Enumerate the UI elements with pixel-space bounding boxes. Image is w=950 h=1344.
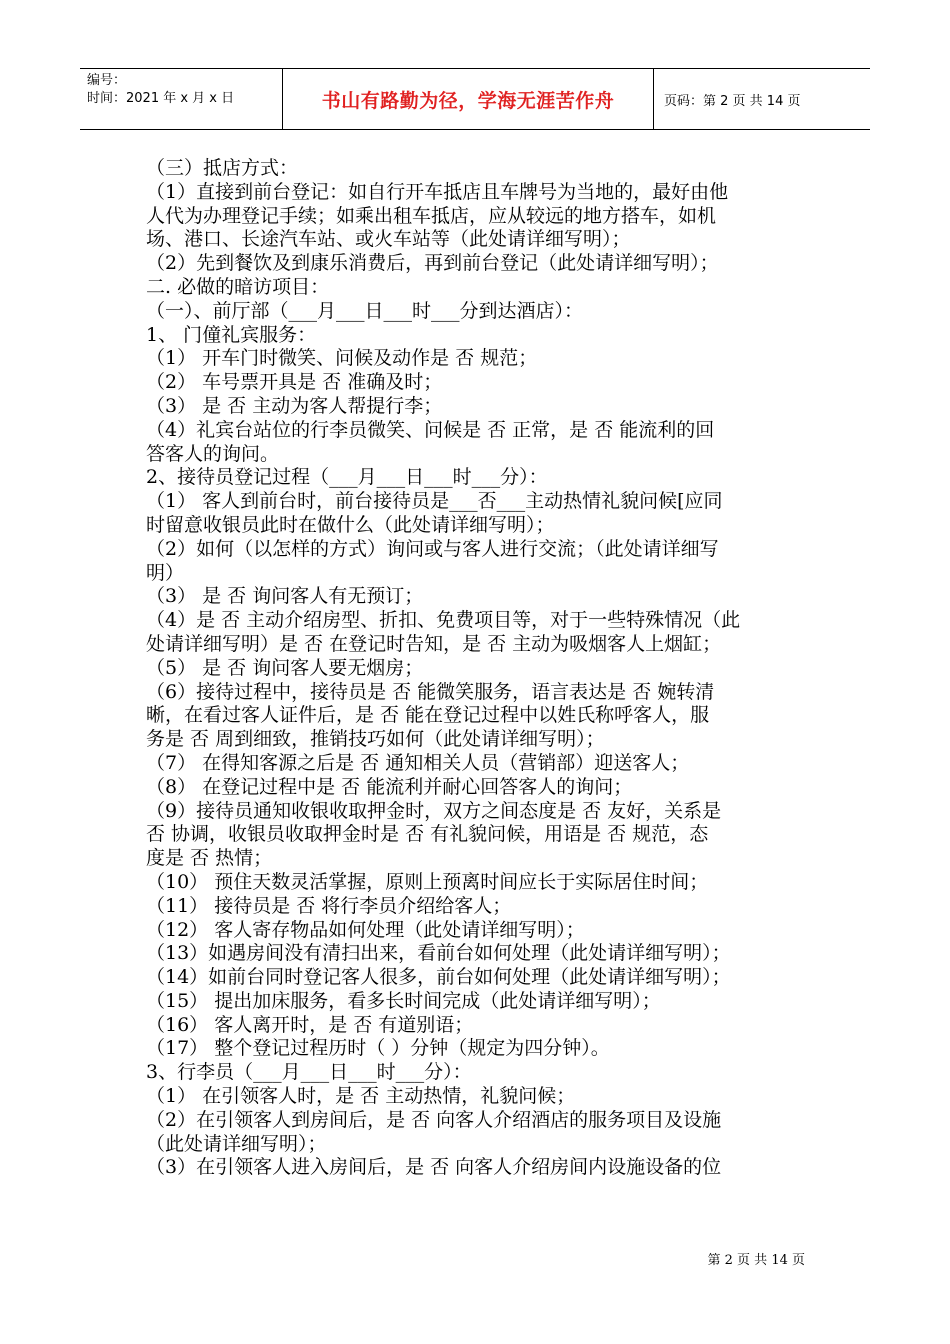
body-text-line: （5） 是 否 询问客人要无烟房； [146, 656, 424, 679]
header-left-cell [80, 69, 282, 129]
page-footer: 第 2 页 共 14 页 [707, 1253, 805, 1268]
body-text-line: （4）礼宾台站位的行李员微笑、问候是 否 正常，是 否 能流利的回 [146, 418, 715, 441]
body-text-line: （2）在引领客人到房间后，是 否 向客人介绍酒店的服务项目及设施 [146, 1108, 722, 1131]
body-text-line: 1、 门僮礼宾服务： [146, 323, 317, 346]
body-text-line: （11） 接待员是 否 将行李员介绍给客人； [146, 894, 512, 917]
body-text-line: （3）在引领客人进入房间后，是 否 向客人介绍房间内设施设备的位 [146, 1156, 722, 1179]
body-text-line: （1） 开车门时微笑、问候及动作是 否 规范； [146, 347, 538, 370]
page-header [80, 68, 870, 130]
body-text-line: 答客人的询问。 [146, 442, 280, 465]
document-number-label: 编号： [87, 73, 127, 88]
body-text-line: （17） 整个登记过程历时（ ）分钟（规定为四分钟）。 [146, 1037, 610, 1060]
body-text-line: 二. 必做的暗访项目： [146, 275, 330, 298]
body-text-line: 人代为办理登记手续；如乘出租车抵店，应从较远的地方搭车，如机 [146, 204, 717, 227]
body-text-line: （12） 客人寄存物品如何处理（此处请详细写明）； [146, 918, 585, 941]
body-text-line: 务是 否 周到细致，推销技巧如何（此处请详细写明）； [146, 728, 605, 751]
body-text-line: （3） 是 否 主动为客人帮提行李； [146, 394, 443, 417]
body-text-line: 2、接待员登记过程（___月___日___时___分）： [146, 466, 548, 489]
body-text-line: （此处请详细写明）； [146, 1132, 327, 1155]
document-body [146, 157, 822, 1180]
body-text-line: （1） 在引领客人时，是 否 主动热情，礼貌问候； [146, 1085, 576, 1108]
body-text-line: 处请详细写明）是 否 在登记时告知，是 否 主动为吸烟客人上烟缸； [146, 632, 722, 655]
body-text-line: （13）如遇房间没有清扫出来，看前台如何处理（此处请详细写明）； [146, 942, 731, 965]
body-text-line: （15） 提出加床服务，看多长时间完成（此处请详细写明）； [146, 989, 661, 1012]
body-text-line: （2）先到餐饮及到康乐消费后，再到前台登记（此处请详细写明）； [146, 252, 719, 275]
body-text-line: （10） 预住天数灵活掌握，原则上预离时间应长于实际居住时间； [146, 870, 709, 893]
body-text-line: （4）是 否 主动介绍房型、折扣、免费项目等，对于一些特殊情况（此 [146, 609, 741, 632]
body-text-line: （8） 在登记过程中是 否 能流利并耐心回答客人的询问； [146, 775, 633, 798]
body-text-line: （一）、前厅部（___月___日___时___分到达酒店）： [146, 299, 584, 322]
body-text-line: （3） 是 否 询问客人有无预订； [146, 585, 424, 608]
body-text-line: 场、港口、长途汽车站、或火车站等（此处请详细写明）； [146, 228, 631, 251]
header-page-info: 页码：第 2 页 共 14 页 [664, 93, 801, 109]
body-text-line: 3、行李员（___月___日___时___分）： [146, 1061, 472, 1084]
body-text-line: （7） 在得知客源之后是 否 通知相关人员（营销部）迎送客人； [146, 751, 690, 774]
body-text-line: （2）如何（以怎样的方式）询问或与客人进行交流；（此处请详细写 [146, 537, 719, 560]
body-text-line: 否 协调，收银员收取押金时是 否 有礼貌问候，用语是 否 规范，态 [146, 823, 709, 846]
body-text-line: （1） 客人到前台时，前台接待员是___否___主动热情礼貌问候[应同 [146, 490, 723, 513]
body-text-line: 明） [146, 561, 185, 584]
body-text-line: （2） 车号票开具是 否 准确及时； [146, 371, 443, 394]
body-text-line: 时留意收银员此时在做什么（此处请详细写明）； [146, 513, 555, 536]
body-text-line: 晰，在看过客人证件后，是 否 能在登记过程中以姓氏称呼客人，服 [146, 704, 710, 727]
body-text-line: （6）接待过程中，接待员是 否 能微笑服务，语言表达是 否 婉转清 [146, 680, 715, 703]
body-text-line: （14）如前台同时登记客人很多，前台如何处理（此处请详细写明）； [146, 966, 731, 989]
body-text-line: （三）抵店方式： [146, 157, 299, 179]
header-motto: 书山有路勤为径，学海无涯苦作舟 [282, 69, 654, 129]
body-text-line: （16） 客人离开时，是 否 有道别语； [146, 1013, 474, 1036]
body-text-line: 度是 否 热情； [146, 847, 273, 870]
body-text-line: （1）直接到前台登记：如自行开车抵店且车牌号为当地的，最好由他 [146, 180, 729, 203]
document-time-label: 时间：2021 年 x 月 x 日 [87, 91, 235, 106]
body-text-line: （9）接待员通知收银收取押金时，双方之间态度是 否 友好，关系是 [146, 799, 722, 822]
